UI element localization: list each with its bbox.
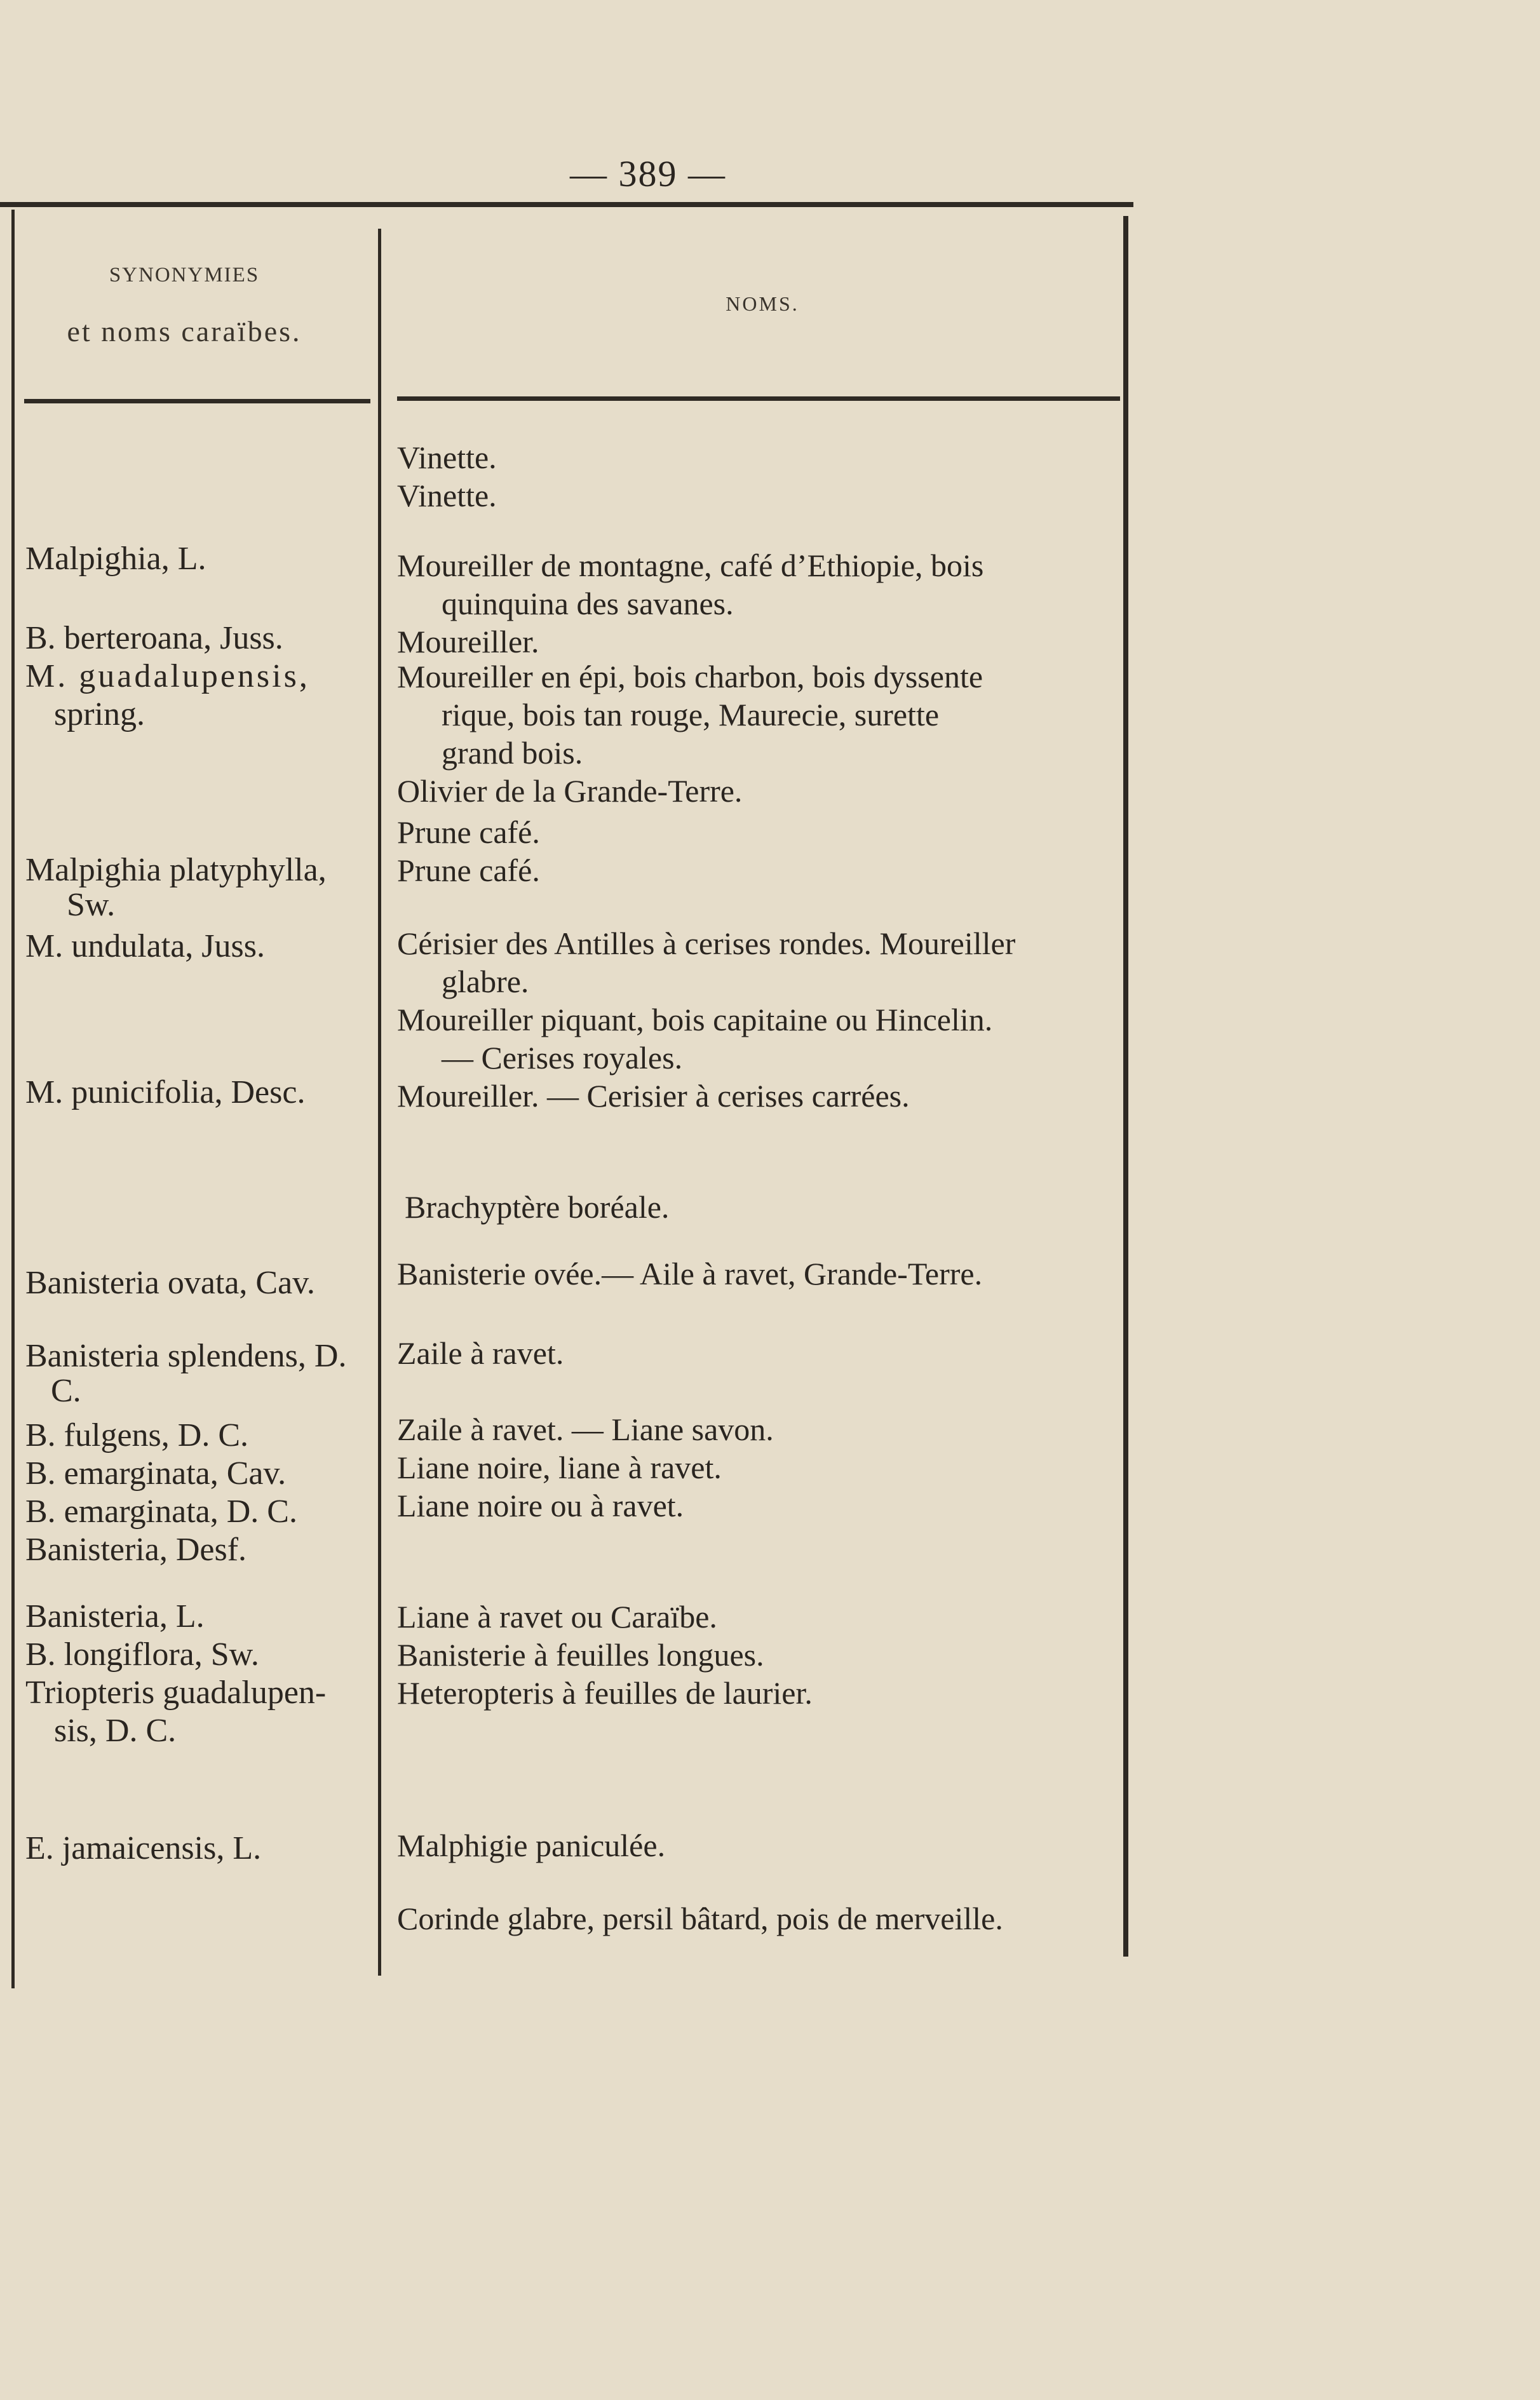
header-rule-left [24,399,370,403]
nom-line: Brachyptère boréale. [405,1189,670,1225]
synonym-line: Banisteria splendens, D. [25,1338,347,1374]
synonym-line: B. emarginata, Cav. [25,1455,287,1492]
synonym-line: B. emarginata, D. C. [25,1493,297,1530]
nom-line: Corinde glabre, persil bâtard, pois de merveille. [397,1901,1003,1936]
synonym-line: sis, D. C. [54,1713,177,1749]
synonym-line: Banisteria, Desf. [25,1532,247,1568]
header-noms-caraibes: et noms caraïbes. [67,315,302,347]
synonym-line: M. punicifolia, Desc. [25,1074,306,1110]
nom-line: Moureiller de montagne, café d’Ethiopie, bois [397,548,984,583]
header-noms: NOMS. [726,292,799,315]
synonym-line: Triopteris guadalupen- [25,1675,327,1711]
synonym-line: B. fulgens, D. C. [25,1417,248,1453]
synonym-line: M. guadalupensis, [25,658,310,694]
nom-line: Prune café. [397,814,540,850]
nom-line: Heteropteris à feuilles de laurier. [397,1675,813,1711]
nom-line: Malphigie paniculée. [397,1828,666,1863]
top-rule [0,202,1133,207]
nom-line: Moureiller. — Cerisier à cerises carrées. [397,1078,910,1114]
synonym-line: Banisteria ovata, Cav. [25,1265,315,1301]
synonym-line: Sw. [67,887,116,923]
synonym-line: B. berteroana, Juss. [25,620,283,656]
synonym-line: spring. [54,696,145,732]
nom-line: Prune café. [397,853,540,888]
synonym-line: M. undulata, Juss. [25,928,265,964]
nom-line: Vinette. [397,440,497,475]
nom-line: Liane à ravet ou Caraïbe. [397,1599,717,1635]
synonym-line: B. longiflora, Sw. [25,1636,259,1673]
nom-line: rique, bois tan rouge, Maurecie, surette [442,697,940,732]
nom-line: Banisterie à feuilles longues. [397,1637,764,1673]
nom-line: Vinette. [397,478,497,513]
nom-line: Olivier de la Grande-Terre. [397,773,743,809]
nom-line: grand bois. [442,735,583,771]
nom-line: Zaile à ravet. — Liane savon. [397,1412,774,1447]
nom-line: quinquina des savanes. [442,586,734,621]
synonym-line: Banisteria, L. [25,1598,205,1635]
nom-line: Liane noire, liane à ravet. [397,1450,722,1485]
nom-line: Cérisier des Antilles à cerises rondes. Moureiller [397,926,1016,961]
page-number: — 389 — [570,153,726,194]
right-border [1123,216,1128,1957]
nom-line: — Cerises royales. [442,1040,683,1075]
left-border [11,210,15,1988]
nom-line: Moureiller. [397,624,539,659]
nom-line: Banisterie ovée.— Aile à ravet, Grande-Terre. [397,1256,983,1291]
synonym-line: C. [51,1373,81,1409]
nom-line: Zaile à ravet. [397,1335,564,1371]
nom-line: Moureiller piquant, bois capitaine ou Hincelin. [397,1002,993,1037]
synonym-line: Malpighia platyphylla, [25,852,327,888]
column-divider [378,229,381,1976]
header-synonymies: SYNONYMIES [109,264,260,287]
header-rule-right [397,396,1120,401]
nom-line: Liane noire ou à ravet. [397,1488,684,1523]
synonym-line: Malpighia, L. [25,541,206,577]
nom-line: glabre. [442,964,529,999]
synonym-line: E. jamaicensis, L. [25,1830,262,1866]
nom-line: Moureiller en épi, bois charbon, bois dyssente [397,659,983,694]
